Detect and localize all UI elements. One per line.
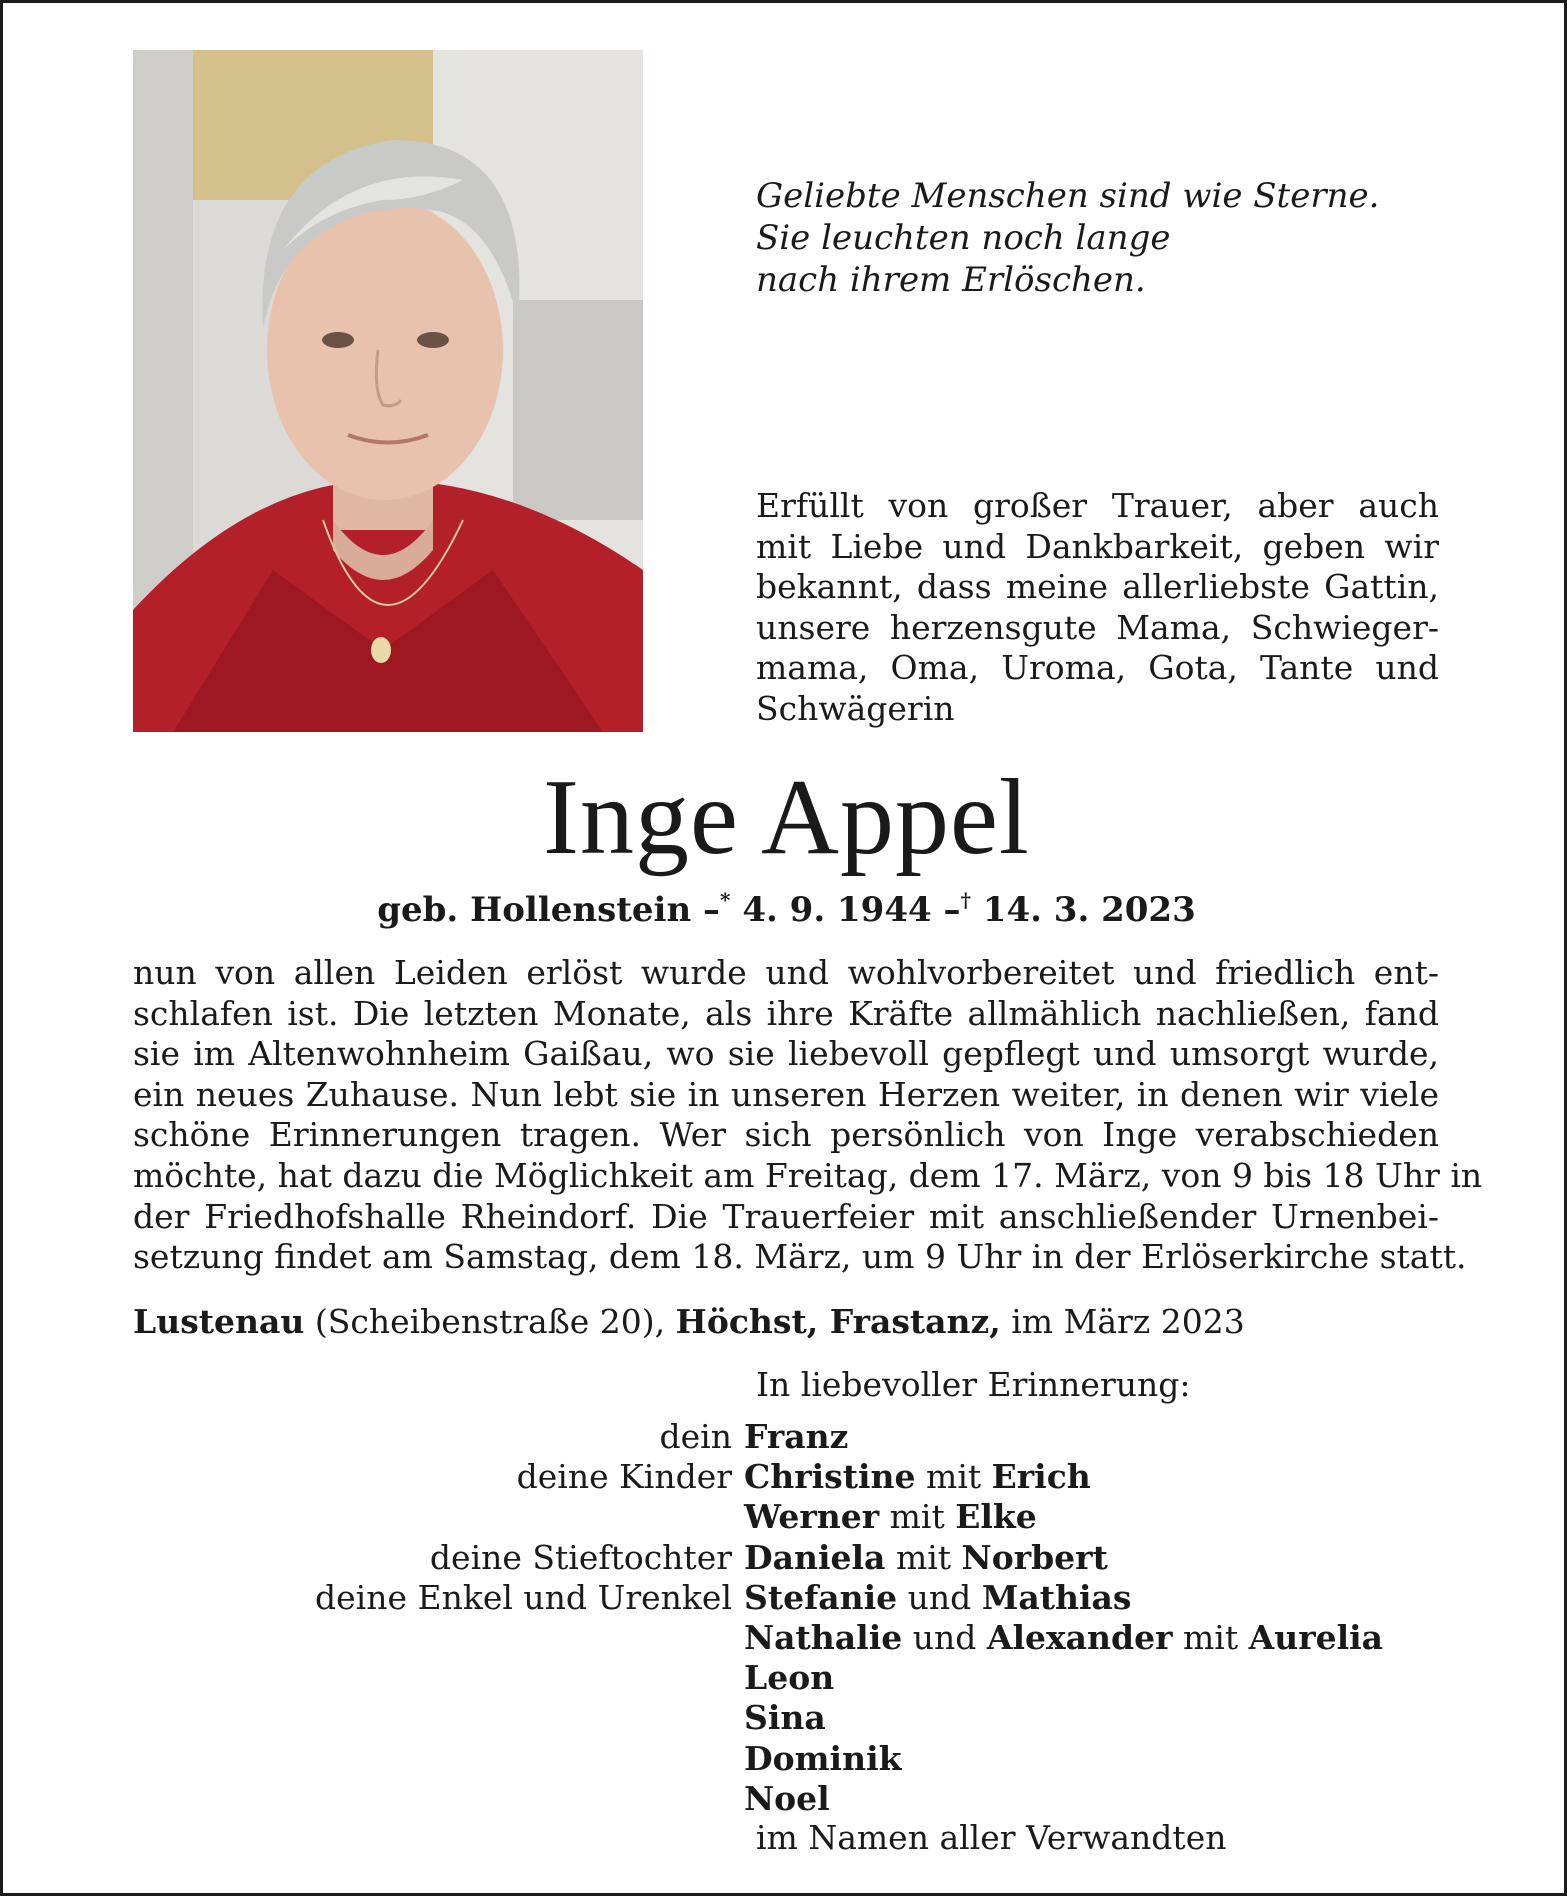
quote-line: Sie leuchten noch lange [756, 218, 1171, 258]
place-town: Lustenau [133, 1302, 305, 1341]
place-towns: Höchst, Frastanz, [675, 1302, 1001, 1341]
family-relation: deine Stieftochter [429, 1537, 732, 1577]
family-member-name: Erich [991, 1457, 1091, 1497]
family-connector: mit [879, 1497, 956, 1537]
family-names [744, 1457, 1503, 1497]
life-dates [3, 878, 1567, 932]
family-member-name: Dominik [744, 1738, 902, 1778]
body-line: schöne Erinnerungen tragen. Wer sich persönlich von Inge verabschieden [133, 1115, 1439, 1155]
family-member-name: Alexander [986, 1618, 1173, 1658]
family-member-name: Werner [744, 1497, 880, 1537]
family-row [203, 1698, 1503, 1738]
body-line: schlafen ist. Die letzten Monate, als ihre Kräfte allmählich nachließen, fand [133, 993, 1439, 1033]
family-member-name: Nathalie [744, 1618, 903, 1658]
body-line: möchte, hat dazu die Möglichkeit am Freitag, dem 17. März, von 9 bis 18 Uhr in [133, 1155, 1483, 1195]
family-row [203, 1739, 1503, 1779]
family-connector: mit [1172, 1618, 1249, 1658]
family-row [203, 1618, 1503, 1658]
family-names [744, 1417, 1503, 1457]
family-connector: und [897, 1577, 982, 1617]
family-names [744, 1698, 1503, 1738]
quote-line: nach ihrem Erlöschen. [756, 260, 1146, 300]
intro-line: bekannt, dass meine allerliebste Gattin, [756, 567, 1439, 606]
family-relation: deine Enkel und Urenkel [315, 1577, 732, 1617]
family-member-name: Mathias [981, 1577, 1132, 1617]
family-member-name: Leon [744, 1658, 835, 1698]
family-connector: mit [885, 1537, 962, 1577]
family-member-name: Christine [744, 1457, 916, 1497]
family-relation [203, 1698, 744, 1738]
intro-line: Schwägerin [756, 688, 955, 728]
family-member-name: Sina [744, 1698, 826, 1738]
family-member-name: Norbert [961, 1537, 1108, 1577]
deceased-name: Inge Appel [543, 758, 1030, 877]
family-connector: mit [915, 1457, 992, 1497]
intro-line: unsere herzensgute Mama, Schwieger- [756, 607, 1439, 647]
body-line: nun von allen Leiden erlöst wurde und wohlvorbereitet und friedlich ent- [133, 953, 1439, 992]
portrait-illustration [133, 50, 643, 732]
family-names [744, 1779, 1503, 1819]
family-names [744, 1618, 1503, 1658]
birth-symbol: * [720, 888, 731, 912]
place-date: im März 2023 [1000, 1302, 1245, 1341]
body-line: der Friedhofshalle Rheindorf. Die Trauerfeier mit anschließender Urnenbei- [133, 1196, 1439, 1236]
family-relation [203, 1739, 744, 1779]
body-line: sie im Altenwohnheim Gaißau, wo sie liebevoll gepflegt und umsorgt wurde, [133, 1034, 1439, 1074]
death-date: 14. 3. 2023 [982, 890, 1196, 930]
family-list [203, 1417, 1503, 1819]
body-line: setzung findet am Samstag, dem 18. März, um 9 Uhr in der Erlöserkirche statt. [133, 1237, 1467, 1277]
place-and-date [133, 1301, 1439, 1343]
body-paragraph [133, 953, 1483, 1278]
quote [756, 175, 1476, 301]
family-relation: dein [659, 1417, 732, 1456]
quote-line: Geliebte Menschen sind wie Sterne. [756, 176, 1380, 216]
family-connector: und [902, 1618, 987, 1658]
family-member-name: Franz [744, 1417, 849, 1456]
family-member-name: Elke [955, 1497, 1037, 1537]
family-row [203, 1497, 1503, 1537]
intro-line: mit Liebe und Dankbarkeit, geben wir [756, 526, 1439, 566]
death-symbol: † [960, 888, 971, 912]
family-names [744, 1658, 1503, 1698]
family-relation [203, 1658, 744, 1698]
family-names [744, 1578, 1503, 1618]
intro-line: Erfüllt von großer Trauer, aber auch [756, 486, 1439, 525]
family-row [203, 1457, 1503, 1497]
place-address: (Scheibenstraße 20), [304, 1302, 676, 1341]
memory-title: In liebevoller Erinnerung: [756, 1365, 1191, 1404]
family-row [203, 1779, 1503, 1819]
birth-date: 4. 9. 1944 – [742, 890, 961, 930]
family-row [203, 1538, 1503, 1578]
family-row [203, 1417, 1503, 1457]
family-member-name: Noel [744, 1778, 830, 1818]
family-relation [203, 1779, 744, 1819]
portrait-photo [133, 50, 643, 732]
family-member-name: Stefanie [744, 1577, 898, 1617]
family-relation [203, 1618, 744, 1658]
intro-line: mama, Oma, Uroma, Gota, Tante und [756, 648, 1439, 687]
body-line: ein neues Zuhause. Nun lebt sie in unseren Herzen weiter, in denen wir viele [133, 1074, 1439, 1114]
family-row [203, 1578, 1503, 1618]
family-names [744, 1538, 1503, 1578]
family-member-name: Daniela [744, 1537, 886, 1577]
family-row [203, 1658, 1503, 1698]
intro-paragraph [756, 486, 1439, 729]
family-relation [203, 1497, 744, 1537]
birth-name: geb. Hollenstein – [377, 890, 721, 930]
family-names [744, 1497, 1503, 1537]
family-member-name: Aurelia [1248, 1618, 1384, 1658]
family-relation: deine Kinder [516, 1457, 732, 1497]
signoff: im Namen aller Verwandten [756, 1818, 1227, 1857]
family-names [744, 1739, 1503, 1779]
